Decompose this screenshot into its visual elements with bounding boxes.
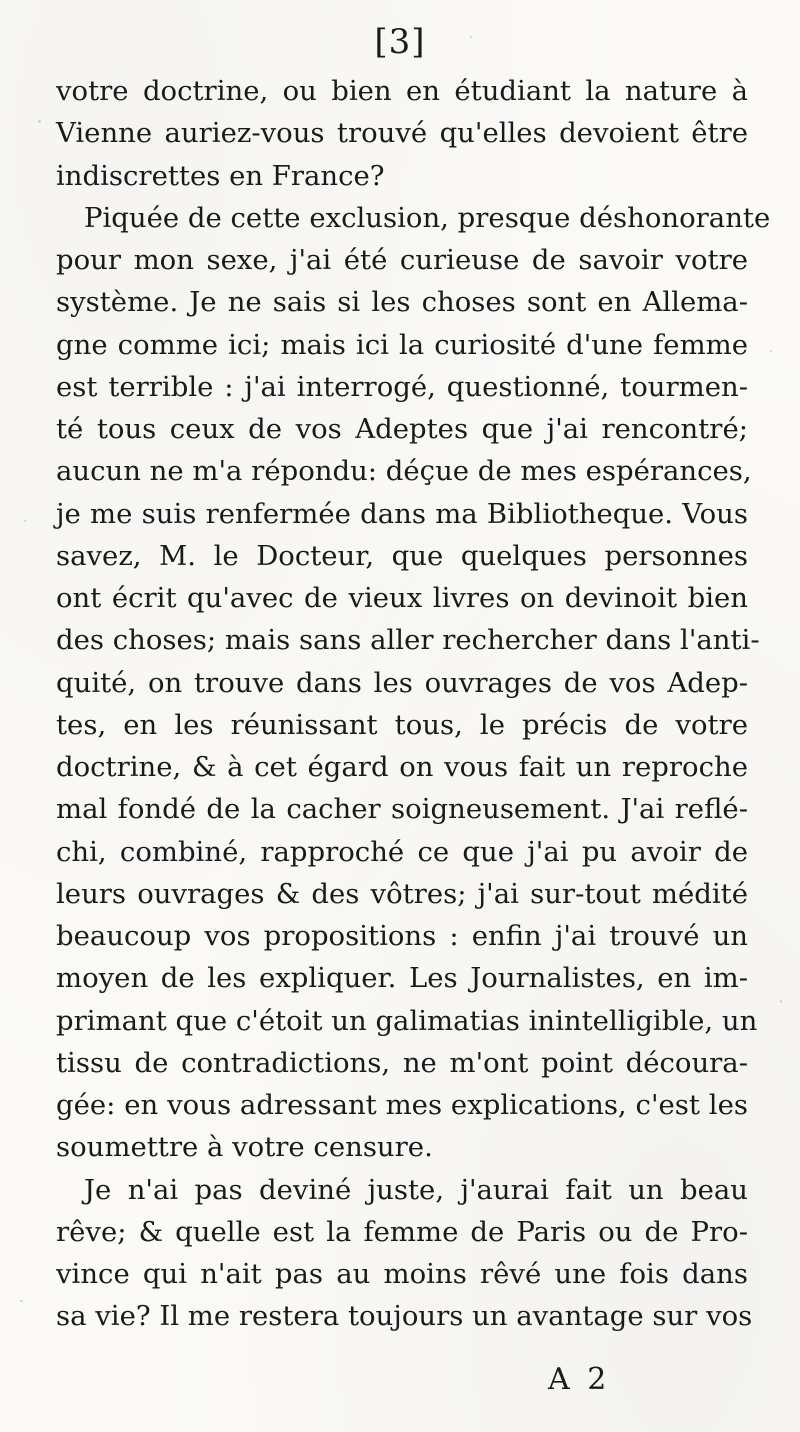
text-line: leurs ouvrages & des vôtres; j'ai sur-tout médité — [56, 877, 748, 910]
text-line: système. Je ne sais si les choses sont en Allema- — [56, 286, 748, 319]
text-line: moyen de les expliquer. Les Journalistes, en im- — [56, 962, 748, 995]
text-line: beaucoup vos propositions : enfin j'ai trouvé un — [56, 920, 748, 952]
text-line: rêve; & quelle est la femme de Paris ou de Pro- — [56, 1215, 748, 1248]
text-line: aucun ne m'a répondu: déçue de mes espérances, — [56, 455, 752, 488]
text-line: ont écrit qu'avec de vieux livres on devinoit bien — [56, 582, 748, 614]
paragraph-start-line: Je n'ai pas deviné juste, j'aurai fait un beau — [84, 1173, 748, 1206]
paragraph-start-line: Piquée de cette exclusion, presque déshonorante — [84, 201, 771, 234]
text-line: gée: en vous adressant mes explications, c'est les — [56, 1089, 748, 1121]
text-line: quité, on trouve dans les ouvrages de vos Adep- — [56, 666, 748, 699]
text-line: sa vie? Il me restera toujours un avantage sur vos — [56, 1300, 753, 1333]
paper-speck — [780, 1000, 782, 1003]
page-number: [3] — [374, 22, 426, 62]
text-line: savez, M. le Docteur, que quelques personnes — [56, 539, 748, 572]
text-line: gne comme ici; mais ici la curiosité d'une femme — [56, 328, 748, 361]
text-line: primant que c'étoit un galimatias inintelligible, un — [56, 1004, 758, 1037]
paper-speck — [24, 520, 26, 522]
text-line: tes, en les réunissant tous, le précis de votre — [56, 708, 748, 741]
paper-speck — [470, 36, 472, 38]
text-line: Vienne auriez-vous trouvé qu'elles devoient être — [56, 117, 748, 150]
text-line: votre doctrine, ou bien en étudiant la nature à — [56, 75, 748, 107]
text-line: soumettre à votre censure. — [56, 1131, 433, 1164]
text-line: pour mon sexe, j'ai été curieuse de savoir votre — [56, 244, 748, 276]
paper-speck — [38, 120, 41, 123]
signature-mark: A 2 — [548, 1362, 611, 1397]
text-line: doctrine, & à cet égard on vous fait un reproche — [56, 751, 748, 783]
text-line: vince qui n'ait pas au moins rêvé une fois dans — [56, 1258, 748, 1290]
text-line: mal fondé de la cacher soigneusement. J'ai reflé- — [56, 793, 748, 826]
body-text — [56, 70, 771, 1338]
text-line: des choses; mais sans aller rechercher dans l'anti- — [56, 624, 760, 657]
text-line: chi, combiné, rapproché ce que j'ai pu avoir de — [56, 835, 748, 868]
paper-speck — [20, 1300, 23, 1302]
text-line: je me suis renfermée dans ma Bibliotheque. Vous — [56, 497, 748, 530]
text-line: indiscrettes en France? — [56, 159, 385, 192]
paper-speck — [770, 350, 772, 352]
text-line: té tous ceux de vos Adeptes que j'ai rencontré; — [56, 413, 748, 445]
text-line: tissu de contradictions, ne m'ont point découra- — [56, 1046, 748, 1079]
text-line: est terrible : j'ai interrogé, questionné, tourmen- — [56, 370, 748, 403]
